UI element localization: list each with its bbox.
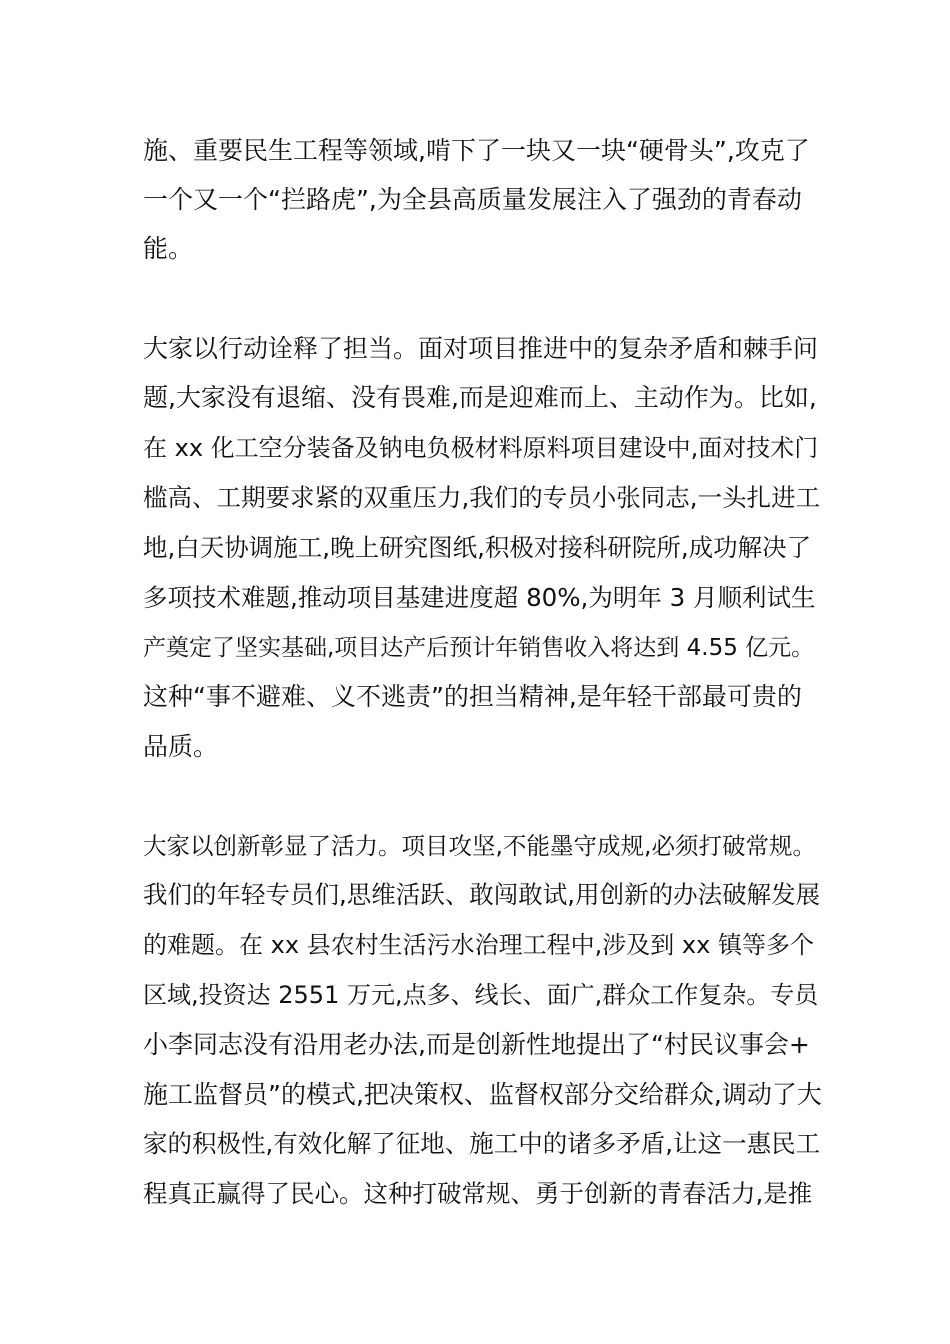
text-line: 的难题。在 xx 县农村生活污水治理工程中,涉及到 xx 镇等多个: [143, 931, 814, 959]
text-line: 在 xx 化工空分装备及钠电负极材料原料项目建设中,面对技术门: [143, 434, 819, 462]
text-line: 槛高、工期要求紧的双重压力,我们的专员小张同志,一头扎进工: [143, 483, 821, 512]
text-line: 程真正赢得了民心。这种打破常规、勇于创新的青春活力,是推: [143, 1179, 813, 1208]
text-line: 一个又一个“拦路虎”,为全县高质量发展注入了强劲的青春动: [143, 185, 802, 214]
text-line: 施工监督员”的模式,把决策权、监督权部分交给群众,调动了大: [143, 1080, 822, 1109]
text-line: 施、重要民生工程等领域,啃下了一块又一块“硬骨头”,攻克了: [143, 136, 810, 165]
text-line: 产奠定了坚实基础,项目达产后预计年销售收入将达到 4.55 亿元。: [143, 635, 815, 661]
text-line: 能。: [143, 234, 194, 263]
text-line: 品质。: [143, 732, 219, 761]
text-line: 家的积极性,有效化解了征地、施工中的诸多矛盾,让这一惠民工: [143, 1129, 821, 1158]
text-line: 地,白天协调施工,晚上研究图纸,积极对接科研院所,成功解决了: [143, 533, 812, 562]
text-line: 题,大家没有退缩、没有畏难,而是迎难而上、主动作为。比如,: [143, 383, 817, 412]
text-line: 区域,投资达 2551 万元,点多、线长、面广,群众工作复杂。专员: [143, 981, 819, 1009]
text-line: 多项技术难题,推动项目基建进度超 80%,为明年 3 月顺利试生: [143, 583, 816, 612]
text-line: 小李同志没有沿用老办法,而是创新性地提出了“村民议事会+: [143, 1030, 810, 1059]
text-line: 大家以行动诠释了担当。面对项目推进中的复杂矛盾和棘手问: [143, 334, 819, 363]
text-line: 这种“事不避难、义不逃责”的担当精神,是年轻干部最可贵的: [143, 682, 802, 711]
text-line: 我们的年轻专员们,思维活跃、敢闯敢试,用创新的办法破解发展: [143, 880, 821, 909]
text-line: 大家以创新彰显了活力。项目攻坚,不能墨守成规,必须打破常规。: [143, 832, 816, 860]
